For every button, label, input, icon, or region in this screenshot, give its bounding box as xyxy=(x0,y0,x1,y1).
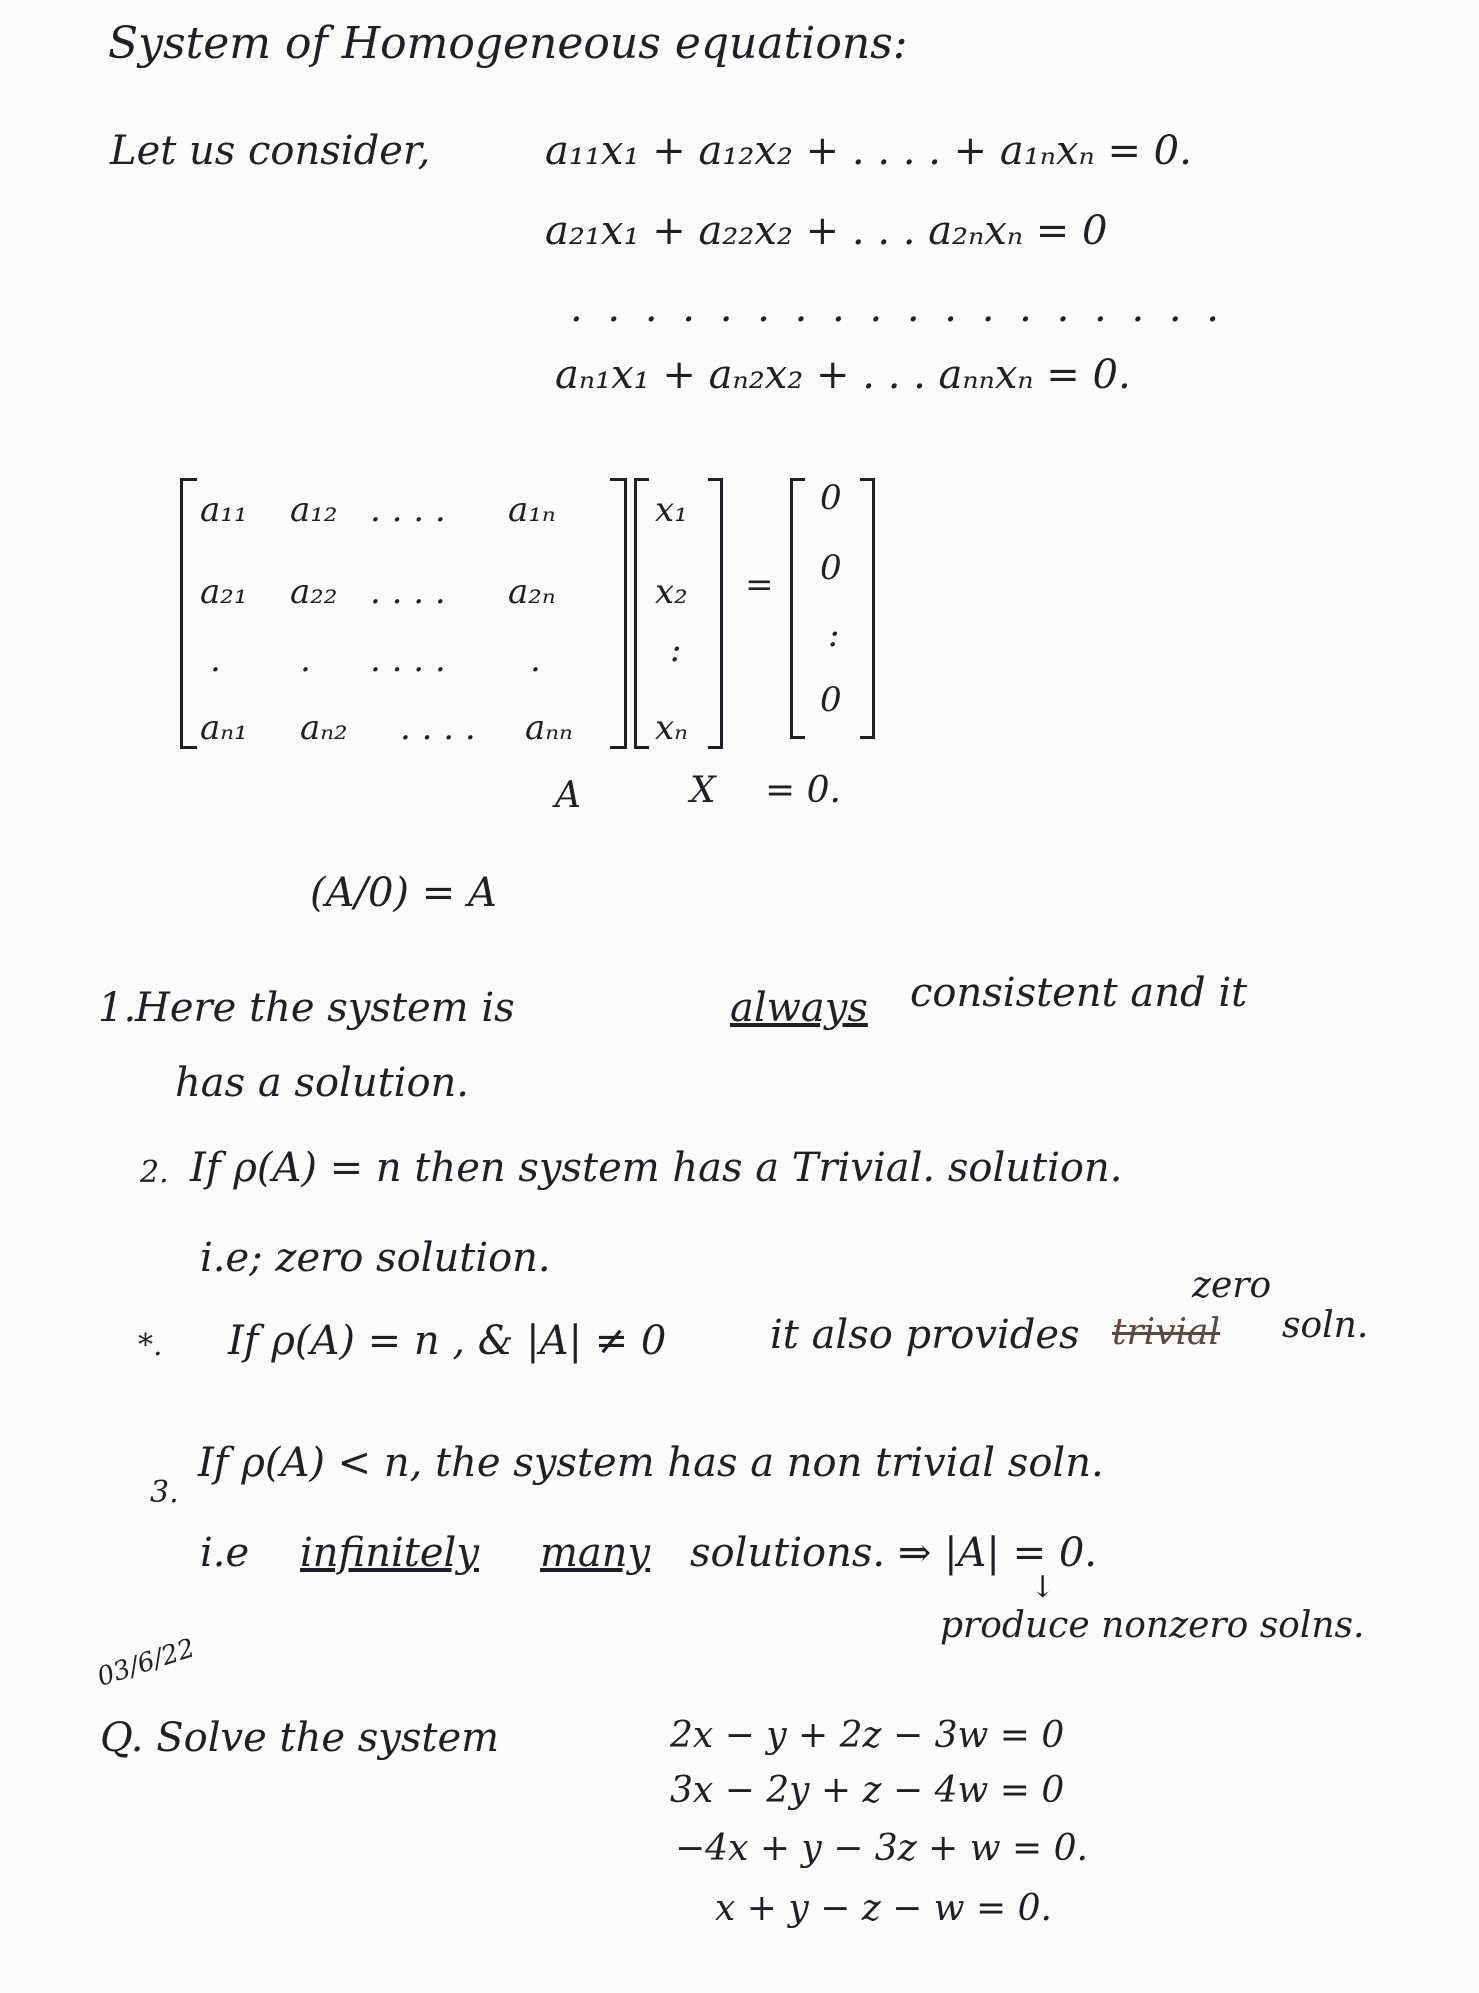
matrix-a-cell: . xyxy=(300,640,311,680)
matrix-a-cell: aₙ₁ xyxy=(200,708,248,748)
question-date: 03/6/22 xyxy=(93,1633,199,1693)
point-3-line-2-tail: solutions. ⇒ |A| = 0. xyxy=(690,1530,1098,1576)
star-struck-word: trivial xyxy=(1112,1312,1221,1353)
point-2-line-1: If ρ(A) = n then system has a Trivial. solution. xyxy=(190,1145,1123,1191)
star-sol: soln. xyxy=(1282,1305,1369,1346)
augmented-matrix: (A/0) = A xyxy=(310,870,497,916)
matrix-a-cell: a₁ₙ xyxy=(508,490,556,530)
matrix-caption-a: A xyxy=(555,775,581,816)
equation-2: a₂₁x₁ + a₂₂x₂ + . . . a₂ₙxₙ = 0 xyxy=(545,208,1108,254)
equation-1: a₁₁x₁ + a₁₂x₂ + . . . . + a₁ₙxₙ = 0. xyxy=(545,128,1192,174)
star-line: If ρ(A) = n , & |A| ≠ 0 xyxy=(228,1318,667,1364)
matrix-a-cell: aₙₙ xyxy=(525,708,573,748)
point-3-many: many xyxy=(540,1530,651,1576)
point-3-number: 3. xyxy=(150,1475,179,1510)
point-3-infinitely: infinitely xyxy=(300,1530,479,1576)
matrix-a-cell: . . . . xyxy=(370,640,446,680)
point-2-line-2: i.e; zero solution. xyxy=(200,1235,551,1281)
question-equation-4: x + y − z − w = 0. xyxy=(715,1888,1052,1929)
point-1-always: always xyxy=(730,985,868,1031)
matrix-a-left-bracket xyxy=(180,478,197,749)
matrix-a-cell: a₂₂ xyxy=(290,572,338,612)
point-1-number: 1. xyxy=(98,985,137,1031)
page-title: System of Homogeneous equations: xyxy=(108,18,908,69)
matrix-x-right-bracket xyxy=(708,478,723,749)
intro-lead: Let us consider, xyxy=(110,128,431,174)
matrix-a-cell: a₂₁ xyxy=(200,572,248,612)
point-3-line-3: produce nonzero solns. xyxy=(940,1605,1365,1646)
matrix-a-cell: a₁₁ xyxy=(200,490,248,530)
matrix-a-cell: aₙ₂ xyxy=(300,708,348,748)
matrix-x-cell: x₁ xyxy=(655,490,688,530)
matrix-a-cell: . . . . xyxy=(370,572,446,612)
matrix-a-cell: a₁₂ xyxy=(290,490,338,530)
matrix-a-cell: a₂ₙ xyxy=(508,572,556,612)
matrix-zero-cell: 0 xyxy=(820,548,842,588)
matrix-a-cell: . xyxy=(530,640,541,680)
matrix-x-left-bracket xyxy=(634,478,649,749)
matrix-zero-left-bracket xyxy=(790,478,805,739)
matrix-caption-x: X xyxy=(690,770,716,811)
down-arrow-icon: ↓ xyxy=(1030,1570,1056,1605)
matrix-zero-right-bracket xyxy=(860,478,875,739)
matrix-caption-zero: = 0. xyxy=(765,770,841,811)
question-equation-2: 3x − 2y + z − 4w = 0 xyxy=(670,1770,1065,1811)
star-tail: it also provides xyxy=(770,1312,1080,1358)
point-3-line-1: If ρ(A) < n, the system has a non trivial soln. xyxy=(198,1440,1104,1486)
question-label: Q. Solve the system xyxy=(100,1715,500,1761)
matrix-zero-cell: : xyxy=(828,615,840,655)
point-1-text-a: Here the system is xyxy=(135,985,515,1031)
matrix-x-cell: : xyxy=(670,630,682,670)
star-zero-correction: zero xyxy=(1192,1265,1272,1306)
equation-n: aₙ₁x₁ + aₙ₂x₂ + . . . aₙₙxₙ = 0. xyxy=(555,352,1131,398)
matrix-a-cell: . . . . xyxy=(400,708,476,748)
matrix-x-cell: xₙ xyxy=(655,708,688,748)
point-3-ie: i.e xyxy=(200,1530,250,1576)
matrix-equals-sign: = xyxy=(745,565,774,605)
matrix-a-cell: . xyxy=(210,640,221,680)
question-equation-3: −4x + y − 3z + w = 0. xyxy=(675,1828,1088,1869)
point-1-line-2: has a solution. xyxy=(175,1060,470,1106)
point-1-text-c: consistent and it xyxy=(910,970,1248,1016)
equation-dots: . . . . . . . . . . . . . . . . . . xyxy=(570,285,1226,331)
star-marker: *. xyxy=(138,1328,163,1363)
matrix-x-cell: x₂ xyxy=(655,572,688,612)
point-2-number: 2. xyxy=(140,1155,169,1190)
matrix-a-cell: . . . . xyxy=(370,490,446,530)
question-equation-1: 2x − y + 2z − 3w = 0 xyxy=(670,1715,1065,1756)
matrix-a-right-bracket xyxy=(610,478,627,749)
matrix-zero-cell: 0 xyxy=(820,680,842,720)
matrix-zero-cell: 0 xyxy=(820,478,842,518)
